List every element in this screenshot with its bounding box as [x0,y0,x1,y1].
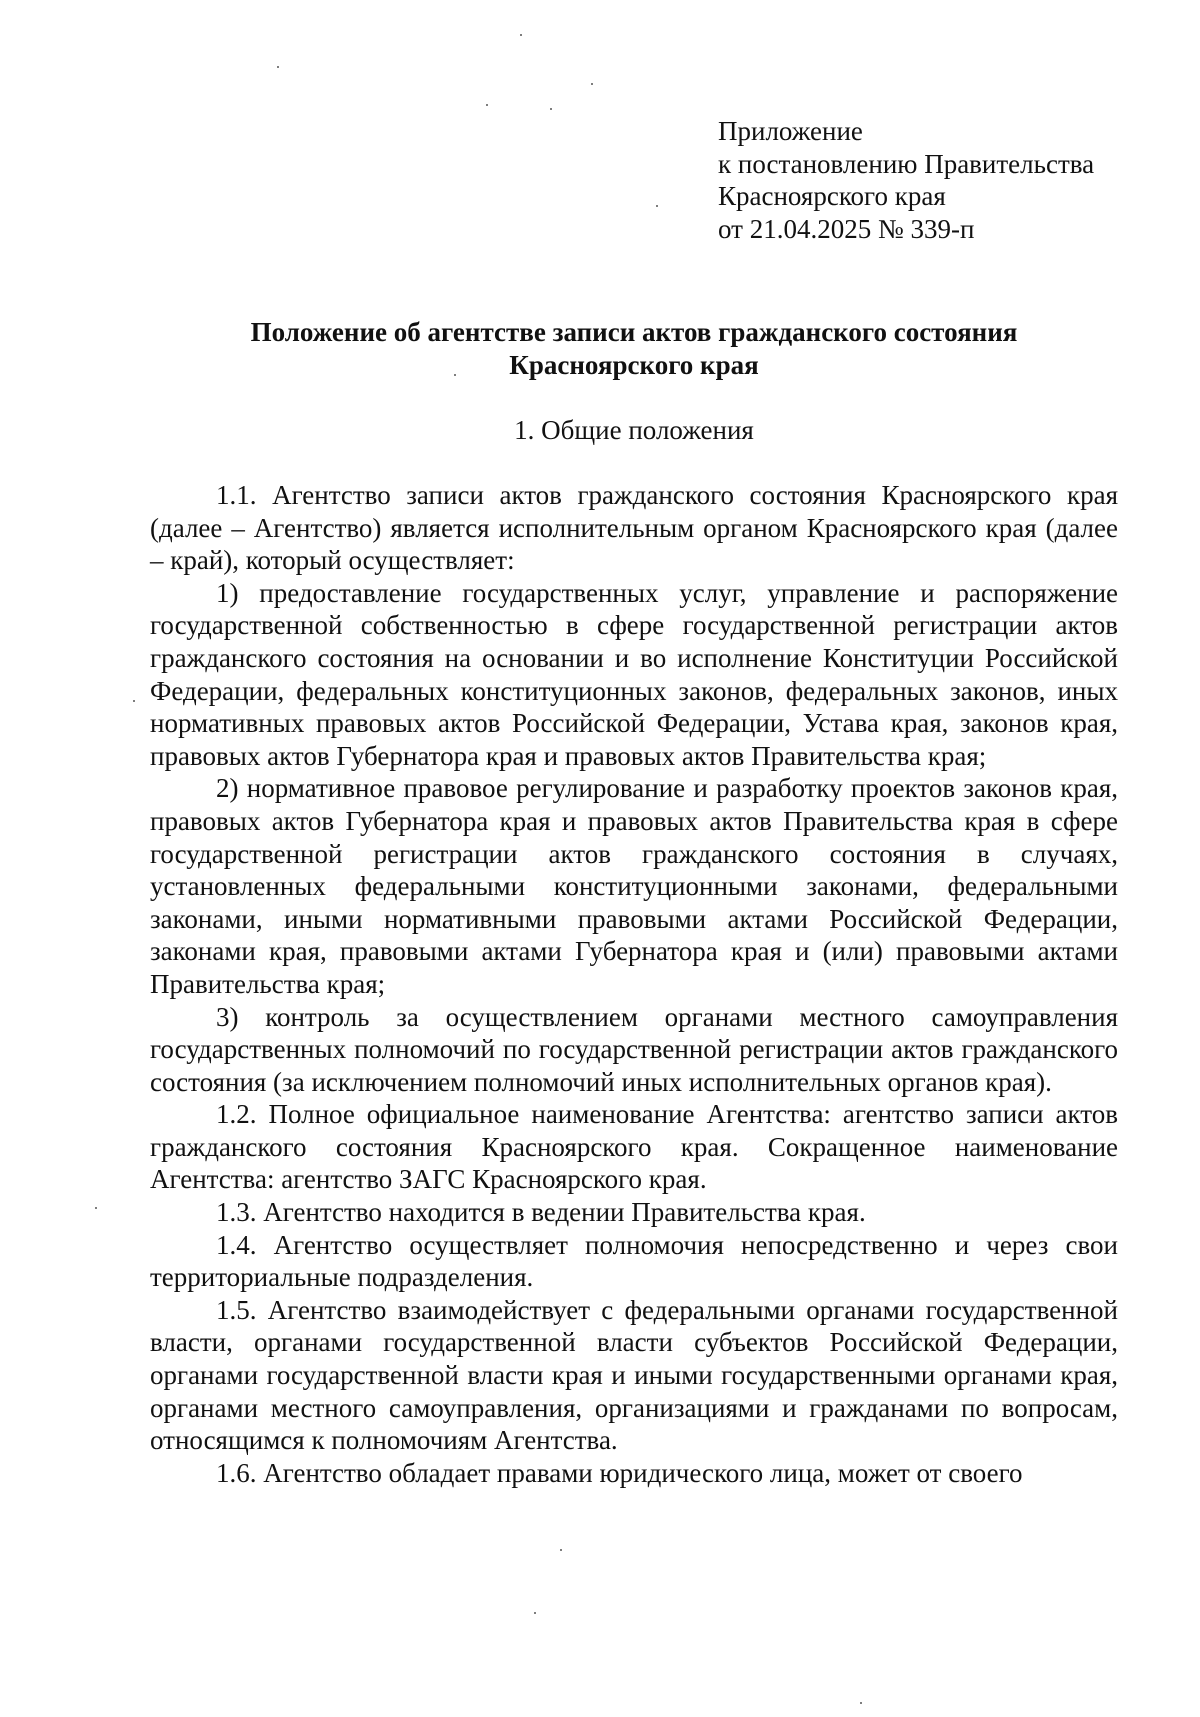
scan-speck [95,1207,97,1209]
scan-speck [550,108,552,110]
appendix-line: Приложение [718,116,863,146]
appendix-line: к постановлению Правительства [718,148,1095,179]
scan-speck [560,1549,562,1551]
paragraph-1-5: 1.5. Агентство взаимодействует с федеральными органами государственной власти, органами государственной власти субъектов Российской Федерации, органами государственной власти края и иными государственными органами края, органами местного самоуправления, организациями и гражданами по вопросам, относящимся к полномочиям Агентства. [150,1294,1118,1456]
scan-speck [486,104,488,106]
paragraph-item-1: 1) предоставление государственных услуг, управление и распоряжение государственной собственностью в сфере государственной регистрации актов гражданского состояния на основании и во исполнение Конституции Российской Федерации, федеральных конституционных законов, федеральных законов, иных нормативных правовых актов Российской Федерации, Устава края, законов края, правовых актов Губернатора края и правовых актов Правительства края; [150,577,1118,771]
appendix-block [718,115,1094,245]
scan-speck [133,700,135,702]
scan-speck [277,66,279,68]
appendix-line: Красноярского края [718,181,946,211]
document-title-line: Красноярского края [509,350,759,380]
paragraph-1-6: 1.6. Агентство обладает правами юридического лица, может от своего [216,1457,1023,1488]
paragraph-1-2: 1.2. Полное официальное наименование Агентства: агентство записи актов гражданского состояния Красноярского края. Сокращенное наименование Агентства: агентство ЗАГС Красноярского края. [150,1099,1118,1195]
document-body [150,479,1118,1489]
scan-speck [656,205,658,207]
document-title-line: Положение об агентстве записи актов гражданского состояния [250,317,1018,347]
paragraph-1-1: 1.1. Агентство записи актов гражданского состояния Красноярского края (далее – Агентство) является исполнительным органом Красноярского края (далее – край), который осуществляет: [150,480,1118,576]
scan-speck [454,374,456,376]
scan-speck [860,1702,862,1704]
paragraph-1-3: 1.3. Агентство находится в ведении Правительства края. [216,1197,866,1228]
paragraph-item-2: 2) нормативное правовое регулирование и разработку проектов законов края, правовых актов Губернатора края и правовых актов Правительства края в сфере государственной регистрации актов гражданского состояния в случаях, установленных федеральными конституционными законами, федеральными законами, иными нормативными правовыми актами Российской Федерации, законами края, правовыми актами Губернатора края и (или) правовыми актами Правительства края; [150,773,1118,999]
scan-speck [591,83,593,85]
appendix-date-number: от 21.04.2025 № 339-п [718,213,975,244]
scan-speck [534,1612,536,1614]
paragraph-1-4: 1.4. Агентство осуществляет полномочия непосредственно и через свои территориальные подразделения. [150,1229,1118,1293]
section-heading: 1. Общие положения [514,415,754,445]
document-title [150,316,1118,382]
paragraph-item-3: 3) контроль за осуществлением органами местного самоуправления государственных полномочий по государственной регистрации актов гражданского состояния (за исключением полномочий иных исполнительных органов края). [150,1001,1118,1097]
scan-speck [520,34,522,36]
